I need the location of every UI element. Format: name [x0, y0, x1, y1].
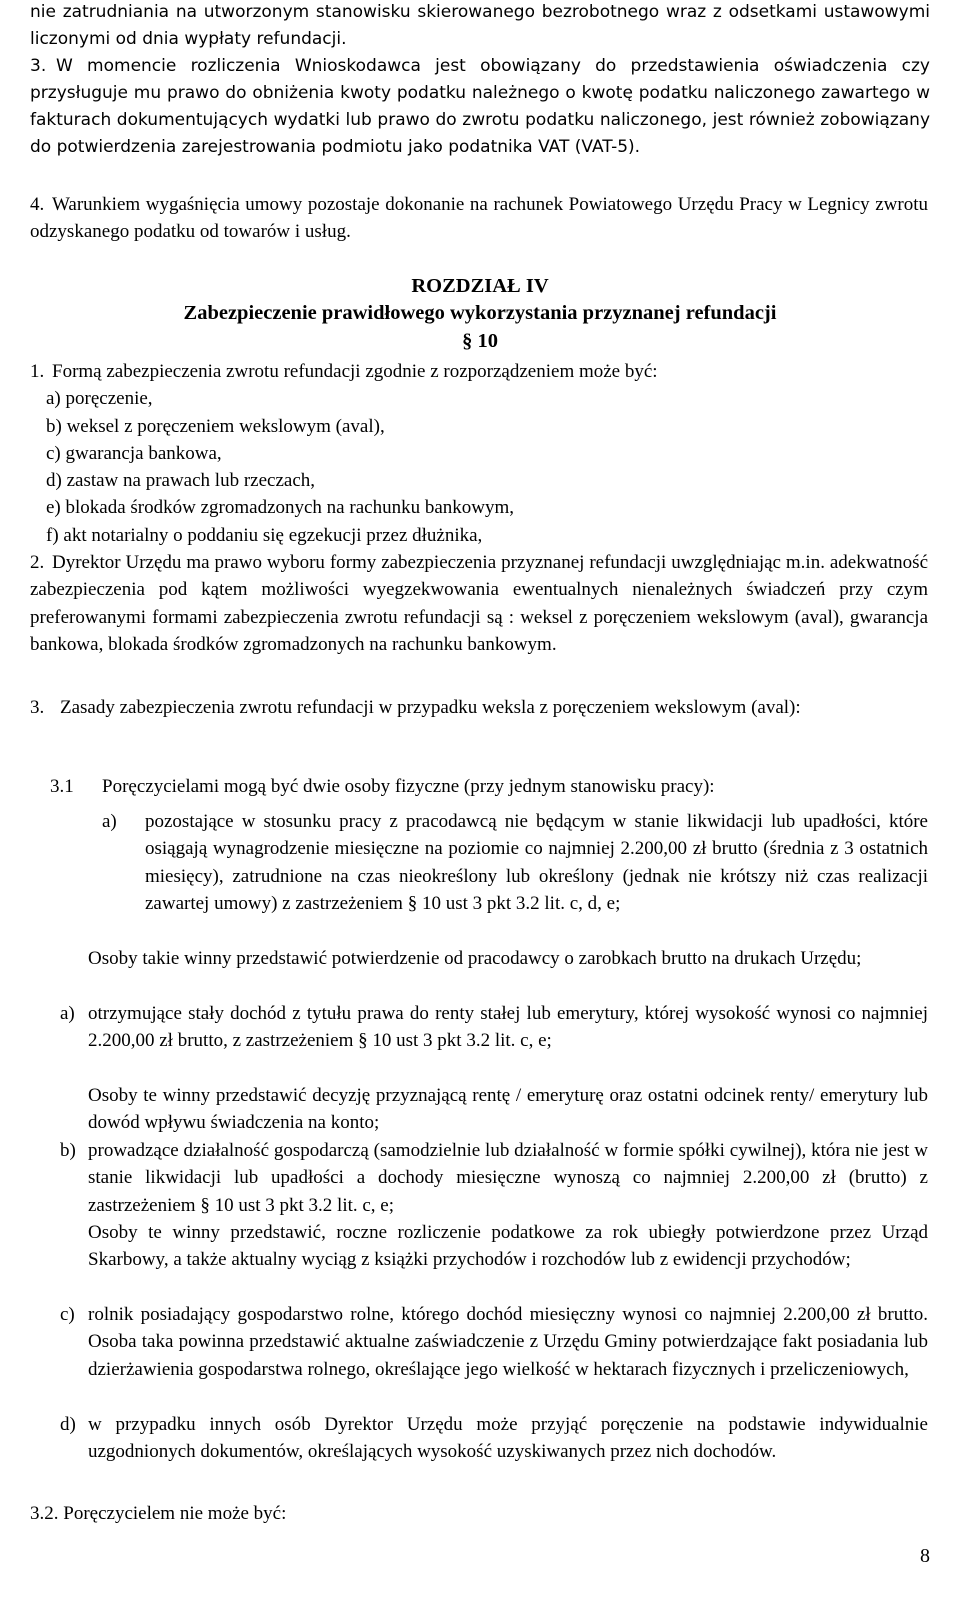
paragraph-number: 3.1 — [50, 776, 74, 797]
item-label: b) — [60, 1140, 76, 1161]
section-3-1-a — [102, 808, 928, 917]
section-1 — [30, 358, 930, 549]
section-number: § 10 — [462, 330, 498, 352]
list-item-2a-note: Osoby te winny przedstawić decyzję przyznającą rentę / emeryturę oraz ostatni odcinek renty/ emerytury lub dowód wpływu świadczenia na konto; — [88, 1085, 928, 1134]
item-text: prowadzące działalność gospodarczą (samodzielnie lub działalność w formie spółki cywilnej), która nie jest w stanie likwidacji lub upadłości a dochody miesięczne wynoszą co najmniej 2.200,00 zł (brutto) z zastrzeżeniem § 10 ust 3 pkt 3.2 lit. c, e; — [88, 1140, 928, 1216]
paragraph-number: 3. — [30, 697, 45, 718]
list-item-2a — [60, 1000, 928, 1055]
list-item: d) zastaw na prawach lub rzeczach, — [46, 470, 316, 492]
paragraph-text: Dyrektor Urzędu ma prawo wyboru formy zabezpieczenia przyznanej refundacji uwzględniając m.in. adekwatność zabezpieczenia pod kątem możliwości wyegzekwowania ewentualnych nienależnych świadczeń przy czym preferowanymi formami zabezpieczenia zwrotu refundacji są : weksel z poręczeniem wekslowym (aval), gwarancja bankowa, blokada środków zgromadzonych na rachunku bankowym. — [30, 552, 928, 655]
list-item-2b-note: Osoby te winny przedstawić, roczne rozliczenie podatkowe za rok ubiegły potwierdzone przez Urząd Skarbowy, a także aktualny wyciąg z książki przychodów i rozchodów lub z ewidencji przychodów; — [88, 1222, 928, 1271]
item-text: pozostające w stosunku pracy z pracodawcą nie będącym w stanie likwidacji lub upadłości, które osiągają wynagrodzenie miesięczne na poziomie co najmniej 2.200,00 zł brutto (średnia z 3 ostatnich miesięcy), zatrudnione na czas nieokreślony lub określony (jednak nie krótszy niż czas realizacji zawartej umowy) z zastrzeżeniem § 10 ust 3 pkt 3.2 lit. c, d, e; — [145, 811, 928, 914]
chapter-title: ROZDZIAŁ IV — [411, 275, 549, 297]
item-text: otrzymujące stały dochód z tytułu prawa do renty stałej lub emerytury, której wysokość wynosi co najmniej 2.200,00 zł brutto, z zastrzeżeniem § 10 ust 3 pkt 3.2 lit. c, e; — [88, 1003, 928, 1052]
section-2 — [30, 549, 928, 658]
page-number: 8 — [920, 1545, 930, 1567]
paragraph-text: W momencie rozliczenia Wnioskodawca jest obowiązany do przedstawienia oświadczenia czy przysługuje mu prawo do obniżenia kwoty podatku należnego o kwotę podatku naliczonego zawartego w fakturach dokumentujących wydatki lub prawo do zwrotu podatku naliczonego, jest również zobowiązany do potwierdzenia zarejestrowania podmiotu jako podatnika VAT (VAT-5). — [30, 56, 930, 157]
list-item-2b — [60, 1137, 928, 1219]
list-item: e) blokada środków zgromadzonych na rachunku bankowym, — [46, 497, 514, 519]
intro-paragraph: nie zatrudniania na utworzonym stanowisku skierowanego bezrobotnego wraz z odsetkami ustawowymi liczonymi od dnia wypłaty refundacji. — [30, 2, 930, 49]
list-item: f) akt notarialny o poddaniu się egzekucji przez dłużnika, — [46, 524, 483, 546]
paragraph-text: Zasady zabezpieczenia zwrotu refundacji w przypadku weksla z poręczeniem wekslowym (aval): — [60, 697, 801, 718]
paragraph-number: 4. — [30, 194, 45, 215]
paragraph-text: Poręczycielami mogą być dwie osoby fizyczne (przy jednym stanowisku pracy): — [102, 776, 715, 797]
paragraph-text: Formą zabezpieczenia zwrotu refundacji zgodnie z rozporządzeniem może być: — [52, 361, 658, 382]
list-item: c) gwarancja bankowa, — [46, 442, 222, 464]
item-label: d) — [60, 1414, 76, 1435]
paragraph-number: 2. — [30, 552, 45, 573]
list-item-2d — [60, 1411, 928, 1466]
item-label: a) — [102, 811, 117, 832]
item-label: c) — [60, 1304, 75, 1325]
section-3-1-a-note: Osoby takie winny przedstawić potwierdzenie od pracodawcy o zarobkach brutto na drukach Urzędu; — [88, 948, 862, 969]
paragraph-number: 3. — [30, 56, 47, 76]
section-3 — [30, 694, 928, 721]
list-item: a) poręczenie, — [46, 388, 153, 410]
section-3-1 — [50, 773, 930, 800]
item-text: w przypadku innych osób Dyrektor Urzędu może przyjąć poręczenie na podstawie indywidualnie uzgodnionych dokumentów, określających wysokość uzyskiwanych przez nich dochodów. — [88, 1414, 928, 1463]
section-3-2: 3.2. Poręczycielem nie może być: — [30, 1503, 287, 1524]
item-label: a) — [60, 1003, 75, 1024]
paragraph-4 — [30, 191, 928, 246]
list-item-2c — [60, 1301, 928, 1383]
paragraph-text: Warunkiem wygaśnięcia umowy pozostaje dokonanie na rachunek Powiatowego Urzędu Pracy w Legnicy zwrotu odzyskanego podatku od towarów i usług. — [30, 194, 928, 243]
list-item: b) weksel z poręczeniem wekslowym (aval), — [46, 415, 385, 437]
paragraph-3 — [30, 53, 930, 161]
chapter-subtitle: Zabezpieczenie prawidłowego wykorzystania przyznanej refundacji — [183, 302, 777, 324]
paragraph-number: 1. — [30, 361, 45, 382]
item-text: rolnik posiadający gospodarstwo rolne, którego dochód miesięczny wynosi co najmniej 2.200,00 zł brutto. Osoba taka powinna przedstawić aktualne zaświadczenie z Urzędu Gminy potwierdzające fakt posiadania lub dzierżawienia gospodarstwa rolnego, określające jego wielkość w hektarach fizycznych i przeliczeniowych, — [88, 1304, 928, 1380]
security-forms-list — [30, 385, 930, 549]
